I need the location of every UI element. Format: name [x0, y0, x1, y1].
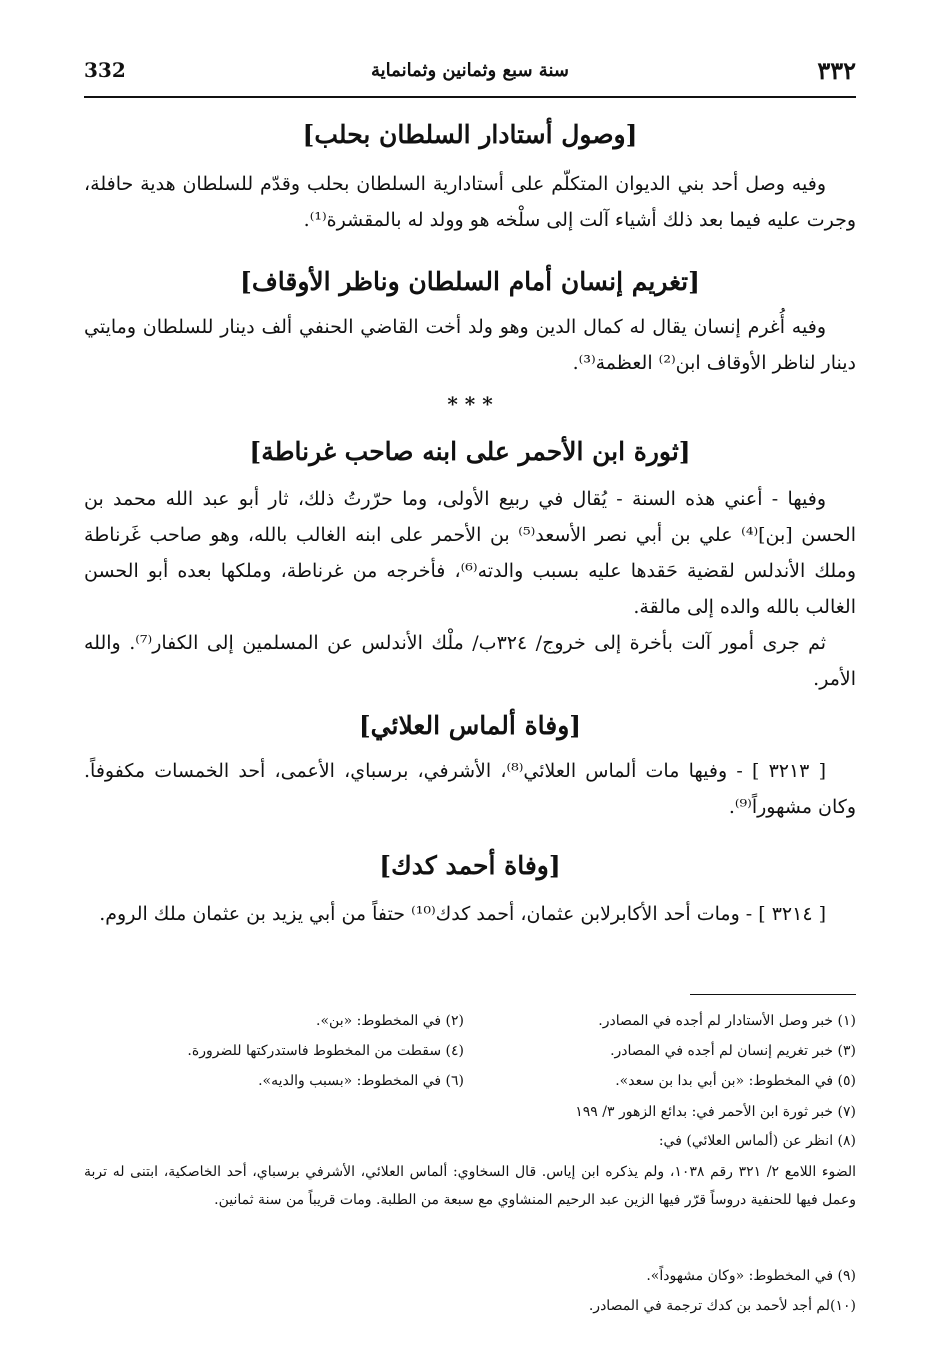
section-heading: [وفاة أحمد كدك] — [379, 851, 561, 880]
footnote: (٧) خبر ثورة ابن الأحمر في: بدائع الزهور ٣/ ١٩٩ — [575, 1104, 856, 1120]
page-header — [84, 56, 856, 98]
section-separator: * * * — [447, 392, 493, 416]
paragraph: [ ٣٢١٣ ] - وفيها مات ألماس العلائي⁽⁸⁾، الأشرفي، برسباي، الأعمى، أحد الخمسات مكفوفاً. وكان مشهوراً⁽⁹⁾. — [84, 760, 856, 818]
footnote: (٥) في المخطوط: «بن أبي بدا بن سعد». — [615, 1073, 856, 1089]
paragraph: وفيه أُغرم إنسان يقال له كمال الدين وهو ولد أخت القاضي الحنفي ألف دينار للسلطان ومايتي دينار لناظر الأوقاف ابن⁽²⁾ العظمة⁽³⁾. — [84, 316, 856, 374]
section-body — [84, 896, 856, 932]
section-heading: [وفاة ألماس العلائي] — [358, 711, 582, 740]
section-heading: [وصول أستادار السلطان بحلب] — [302, 120, 638, 149]
page-number-arabic: ٣٣٢ — [817, 56, 856, 85]
section-body — [84, 309, 856, 381]
footnote: (٣) خبر تغريم إنسان لم أجده في المصادر. — [610, 1043, 856, 1059]
paragraph: [ ٣٢١٤ ] - ومات أحد الأكابرلابن عثمان، أحمد كدك⁽¹⁰⁾ حتفاً من أبي يزيد بن عثمان ملك الروم. — [99, 903, 826, 925]
page-number-latin: 332 — [84, 58, 126, 82]
footnote: (١٠)لم أجد لأحمد بن كدك ترجمة في المصادر. — [588, 1298, 856, 1314]
footnote: (٩) في المخطوط: «وكان مشهوداً». — [646, 1268, 856, 1284]
footnote: (٦) في المخطوط: «بسبب والديه». — [258, 1073, 464, 1089]
section-body — [84, 166, 856, 238]
section-heading: [تغريم إنسان أمام السلطان وناظر الأوقاف] — [240, 267, 700, 296]
paragraph: وفيه وصل أحد بني الديوان المتكلّم على أستادارية السلطان بحلب وقدّم للسلطان هدية حافلة، وجرت عليه فيما بعد ذلك أشياء آلت إلى سلْخه هو وولد له بالمقشرة⁽¹⁾. — [84, 173, 856, 231]
footnote: (٤) سقطت من المخطوط فاستدركتها للضرورة. — [187, 1043, 464, 1059]
footnote: (٨) انظر عن (ألماس العلائي) في: — [658, 1133, 856, 1149]
paragraph: ثم جرى أمور آلت بأخرة إلى خروج/ ٣٢٤ب/ ملْك الأندلس عن المسلمين إلى الكفار⁽⁷⁾. والله الأمر. — [84, 632, 856, 690]
paragraph: وفيها - أعني هذه السنة - يُقال في ربيع الأولى، وما حرّرتُ ذلك، ثار أبو عبد الله محمد بن الحسن [بن]⁽⁴⁾ علي بن أبي نصر الأسعد⁽⁵⁾ بن الأحمر على ابنه الغالب بالله، وهو صاحب غَرناطة وملك الأندلس لقضية حَقدها عليه بسبب والدته⁽⁶⁾، فأخرجه من غرناطة، وملكها بعده أبو الحسن الغالب بالله والده إلى مالقة. — [84, 488, 856, 618]
section-body — [84, 481, 856, 697]
footnote: (١) خبر وصل الأستادار لم أجده في المصادر. — [598, 1013, 856, 1029]
footnote-body: الضوء اللامع ٢/ ٣٢١ رقم ١٠٣٨، ولم يذكره ابن إياس. قال السخاوي: ألماس العلائي، الأشرفي برسباي، أحد الخاصكية، ابتنى له تربة وعمل فيها للحنفية دروساً قرّر فيها الزين عبد الرحيم المنشاوي مع سبعة من الطلبة. ومات قريباً من سنة ثمانين. — [84, 1164, 856, 1208]
section-heading: [ثورة ابن الأحمر على ابنه صاحب غرناطة] — [249, 437, 691, 466]
running-title: سنة سبع وثمانين وثمانماية — [371, 60, 569, 81]
section-body — [84, 753, 856, 825]
footnote-rule — [690, 994, 856, 995]
footnote: (٢) في المخطوط: «بن». — [316, 1013, 464, 1029]
